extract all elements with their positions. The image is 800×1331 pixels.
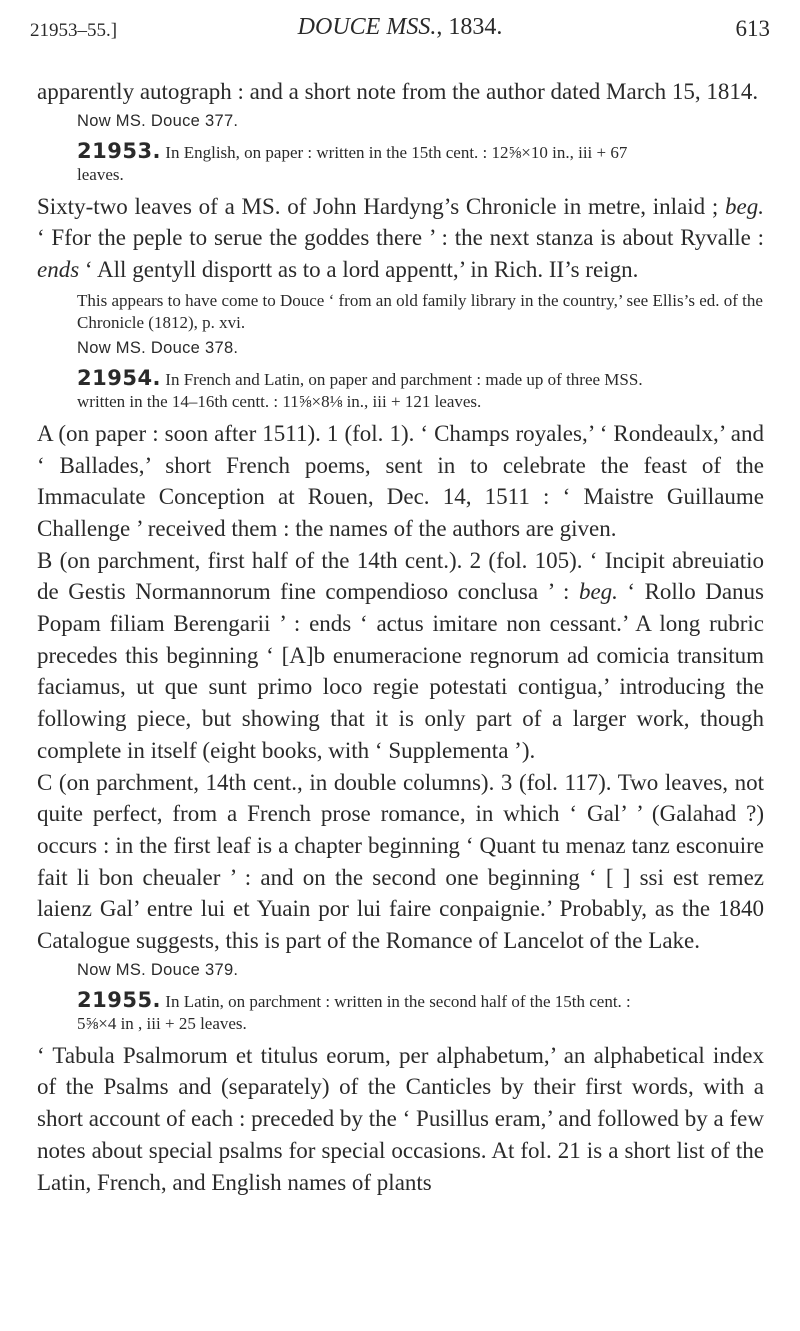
entry-21955-desc-line1: In Latin, on parchment : written in the second half of the 15th cent. : <box>165 991 631 1011</box>
page-body <box>37 76 764 1198</box>
entry-21954-description <box>37 367 764 414</box>
entry-21953-body <box>37 191 764 286</box>
entry-21953-desc-line1: In English, on paper : written in the 15th cent. : 12⅝×10 in., iii + 67 <box>165 142 628 162</box>
entry-21955-desc-line2: 5⅝×4 in , iii + 25 leaves. <box>77 1014 247 1034</box>
entry-21954-desc-line1: In French and Latin, on paper and parchment : made up of three MSS. <box>165 369 643 389</box>
entry-21953-description <box>37 140 764 187</box>
entry-21953-body-b: ‘ Ffor the peple to serue the goddes there ’ : the next stanza is about Ryvalle : <box>37 225 764 251</box>
entry-21955-body: ‘ Tabula Psalmorum et titulus eorum, per alphabetum,’ an alphabetical index of the Psalms and (separately) of the Canticles by their first words, with a short account of each : preceded by the ‘ Pusillus eram,’ and followed by a few notes about special psalms for special occasions. At fol. 21 is a short list of the Latin, French, and English names of plants <box>37 1042 764 1195</box>
entry-21955-description <box>37 989 764 1036</box>
entry-21954-part-b-b: ‘ Rollo Danus Popam filiam Berengarii ’ : ends ‘ actus imitare non cessant.’ A long rubric precedes this beginning ‘ [A]b enumeracione regnorum ad comicia transitum faciamus, ut que sunt primo loco regie potestati contigua,’ introducing the following piece, but showing that it is only part of a larger work, though complete in itself (eight books, with ‘ Supplementa ’). <box>37 579 764 763</box>
header-entry-range: 21953–55.] <box>30 20 118 41</box>
header-title-year: , 1834. <box>436 14 503 40</box>
entry-21955-number: 21955. <box>77 987 162 1012</box>
entry-21954-shelfmark: Now MS. Douce 379. <box>77 960 239 979</box>
header-title-italic: DOUCE MSS. <box>297 14 437 40</box>
entry-21954-part-c: C (on parchment, 14th cent., in double columns). 3 (fol. 117). Two leaves, not quite perfect, from a French prose romance, in which ‘ Gal’ ’ (Galahad ?) occurs : in the first leaf is a chapter beginning ‘ Quant tu menaz tanz esconuire fait li bon cheualer ’ : and on the second one beginning ‘ [ ] ssi est remez laienz Gal’ entre lui et Yuain por lui faire conpaignie.’ Probably, as the 1840 Catalogue suggests, this is part of the Romance of Lancelot of the Lake. <box>37 769 764 954</box>
entry-21954-beg: beg. <box>578 579 618 605</box>
running-header <box>30 14 770 54</box>
entry-21954-part-a: A (on paper : soon after 1511). 1 (fol. 1). ‘ Champs royales,’ ‘ Rondeaulx,’ and ‘ Ballades,’ short French poems, sent in to celebrate the feast of the Immaculate Conception at Rouen, Dec. 14, 1511 : ‘ Maistre Guillaume Challenge ’ received them : the names of the authors are given. <box>37 420 764 541</box>
entry-21954-desc-line2: written in the 14–16th centt. : 11⅝×8⅛ in., iii + 121 leaves. <box>77 392 482 412</box>
entry-21953-body-c: ‘ All gentyll disportt as to a lord appentt,’ in Rich. II’s reign. <box>79 257 639 283</box>
entry-21953-beg: beg. <box>725 193 764 219</box>
entry-21954-part-b <box>37 545 764 767</box>
entry-21953-body-a: Sixty-two leaves of a MS. of John Hardyng’s Chronicle in metre, inlaid ; <box>37 193 726 219</box>
entry-21954-part-b-a: B (on parchment, first half of the 14th cent.). 2 (fol. 105). ‘ Incipit abreuiatio de Gestis Normannorum fine compendioso conclusa ’ : <box>37 547 764 605</box>
entry-21953-shelfmark: Now MS. Douce 378. <box>77 338 239 357</box>
entry-21953-ends: ends <box>37 257 80 283</box>
entry-21954-number: 21954. <box>77 365 162 390</box>
intro-shelfmark: Now MS. Douce 377. <box>77 111 239 130</box>
intro-text: apparently autograph : and a short note from the author dated March 15, 1814. <box>37 79 759 104</box>
entry-21953-note: This appears to have come to Douce ‘ from an old family library in the country,’ see Ellis’s ed. of the Chronicle (1812), p. xvi. <box>77 290 763 333</box>
entry-21953-number: 21953. <box>77 138 162 163</box>
page-number: 613 <box>735 16 770 41</box>
header-title <box>30 14 770 41</box>
entry-21953-desc-line2: leaves. <box>77 165 124 185</box>
